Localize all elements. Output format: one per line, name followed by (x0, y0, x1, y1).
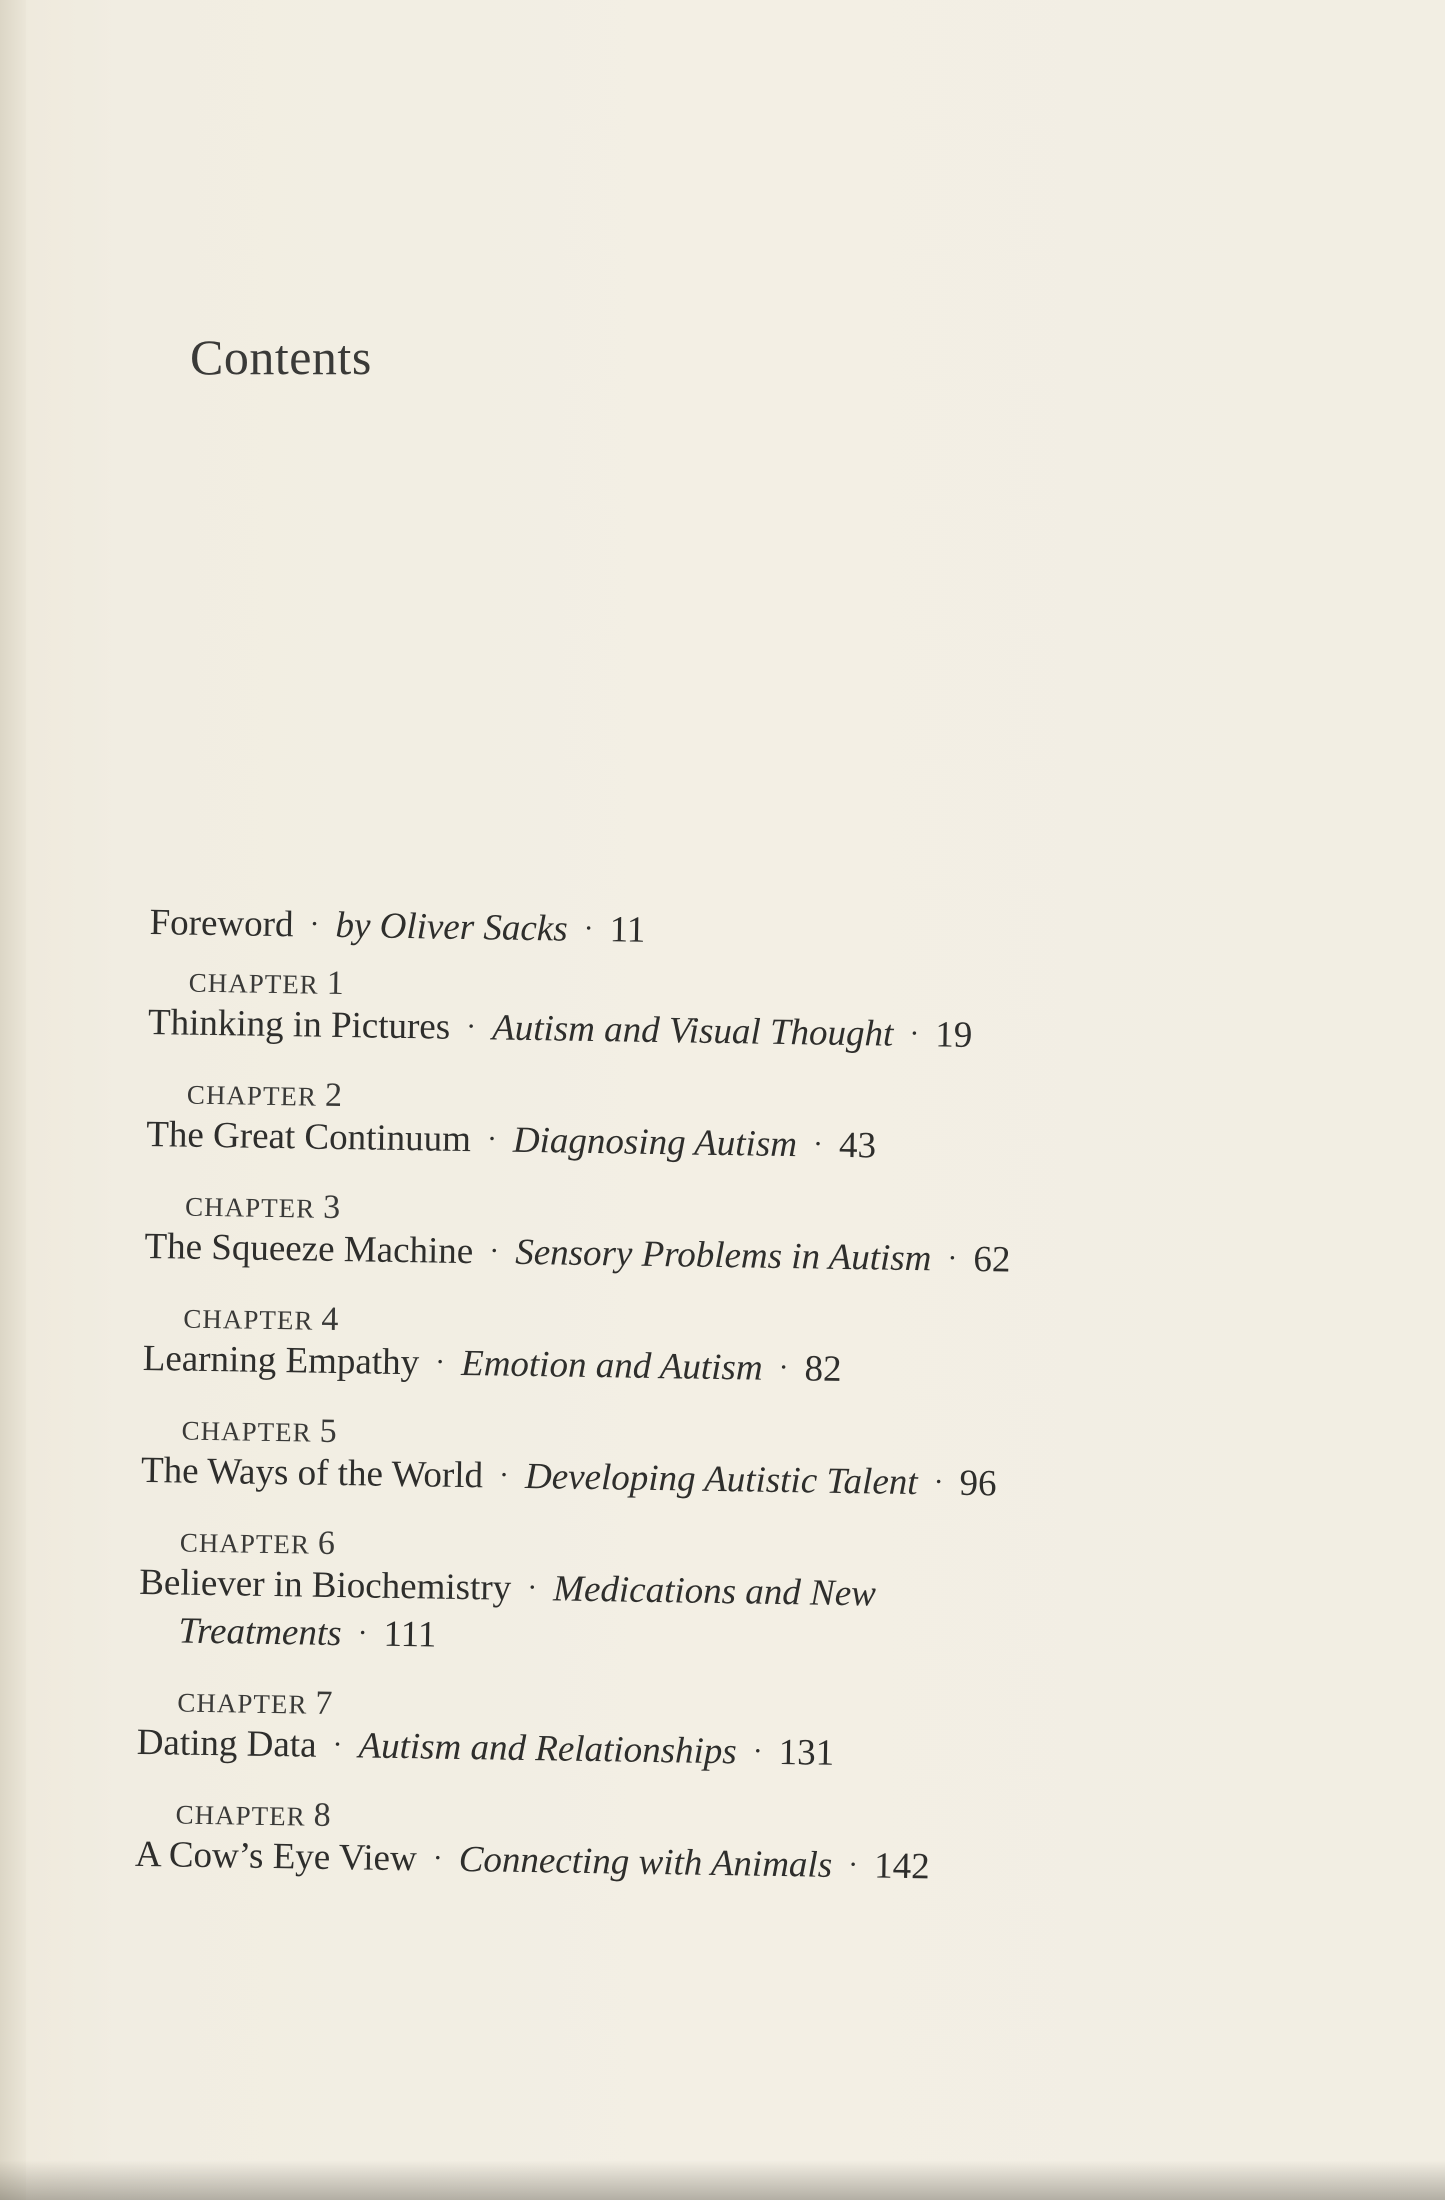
separator-dot: · (332, 1727, 343, 1762)
toc-entry-chapter-5 (141, 1410, 1322, 1515)
chapter-number: 1 (326, 964, 346, 1003)
chapter-word: CHAPTER (183, 1303, 314, 1336)
separator-dot: · (847, 1848, 859, 1882)
page-bottom-shadow (0, 2160, 1445, 2200)
separator-dot: · (465, 1009, 477, 1044)
entry-subtitle-continued: Treatments (178, 1610, 342, 1655)
page-title: Contents (190, 329, 372, 385)
chapter-number: 7 (315, 1684, 334, 1722)
chapter-number: 5 (319, 1412, 338, 1451)
toc-entry-chapter-6 (138, 1522, 1320, 1675)
chapter-word: CHAPTER (177, 1687, 308, 1720)
page-number: 11 (609, 909, 646, 951)
chapter-word: CHAPTER (186, 1079, 318, 1112)
separator-dot: · (486, 1122, 498, 1156)
show-through-text (320, 110, 1220, 730)
toc-entry-chapter-2 (146, 1074, 1327, 1179)
entry-title: A Cow’s Eye View (134, 1833, 418, 1880)
page-number: 43 (838, 1124, 877, 1167)
entry-subtitle: Emotion and Autism (460, 1342, 763, 1389)
toc-entry-chapter-3 (144, 1186, 1325, 1291)
entry-title: Learning Empathy (142, 1337, 420, 1384)
entry-title: The Great Continuum (145, 1113, 472, 1161)
entry-title: The Squeeze Machine (144, 1225, 474, 1273)
separator-dot: · (357, 1616, 368, 1650)
chapter-word: CHAPTER (188, 967, 319, 1000)
page-number: 19 (935, 1014, 973, 1056)
entry-subtitle: Sensory Problems in Autism (514, 1231, 932, 1280)
entry-subtitle: Connecting with Animals (458, 1838, 833, 1886)
separator-dot: · (812, 1127, 824, 1161)
toc-entry-chapter-4 (142, 1298, 1323, 1403)
separator-dot: · (909, 1016, 920, 1051)
entry-title: The Ways of the World (140, 1449, 484, 1497)
chapter-word: CHAPTER (184, 1191, 316, 1224)
separator-dot: · (778, 1350, 789, 1385)
separator-dot: · (434, 1345, 446, 1379)
chapter-number: 6 (317, 1524, 337, 1562)
page-number: 96 (959, 1462, 997, 1505)
entry-title: Dating Data (136, 1721, 317, 1766)
page-gutter (0, 0, 26, 2200)
entry-subtitle: Autism and Visual Thought (491, 1007, 894, 1055)
entry-subtitle: Autism and Relationships (358, 1725, 738, 1773)
toc-entry-foreword (149, 900, 1330, 967)
separator-dot: · (309, 907, 320, 941)
toc-entry-chapter-1 (148, 962, 1329, 1067)
chapter-word: CHAPTER (179, 1527, 311, 1560)
page-number: 82 (804, 1348, 842, 1390)
chapter-number: 2 (324, 1076, 344, 1115)
entry-title: Foreword (149, 901, 294, 946)
toc-line (149, 900, 1330, 967)
separator-dot: · (933, 1465, 944, 1499)
page-number: 111 (383, 1613, 437, 1656)
separator-dot: · (947, 1241, 958, 1275)
separator-dot: · (432, 1841, 444, 1875)
entry-title: Believer in Biochemistry (138, 1561, 512, 1609)
toc-entry-chapter-7 (136, 1682, 1317, 1787)
chapter-word: CHAPTER (175, 1799, 306, 1832)
chapter-number: 4 (321, 1300, 340, 1339)
separator-dot: · (583, 911, 594, 945)
entry-title: Thinking in Pictures (147, 1001, 451, 1048)
toc-entry-chapter-8 (135, 1794, 1316, 1899)
separator-dot: · (526, 1571, 538, 1605)
chapter-number: 8 (313, 1796, 332, 1834)
separator-dot: · (489, 1234, 500, 1268)
page-number: 142 (873, 1845, 930, 1888)
entry-byline: by Oliver Sacks (335, 904, 568, 950)
entry-subtitle: Diagnosing Autism (512, 1119, 798, 1166)
separator-dot: · (752, 1734, 763, 1768)
separator-dot: · (498, 1458, 510, 1492)
chapter-number: 3 (322, 1188, 342, 1227)
page-number: 62 (973, 1238, 1011, 1281)
table-of-contents (134, 900, 1330, 1924)
page-number: 131 (778, 1731, 835, 1774)
entry-subtitle: Developing Autistic Talent (524, 1455, 918, 1504)
entry-subtitle: Medications and New (552, 1568, 877, 1615)
chapter-word: CHAPTER (181, 1415, 312, 1448)
